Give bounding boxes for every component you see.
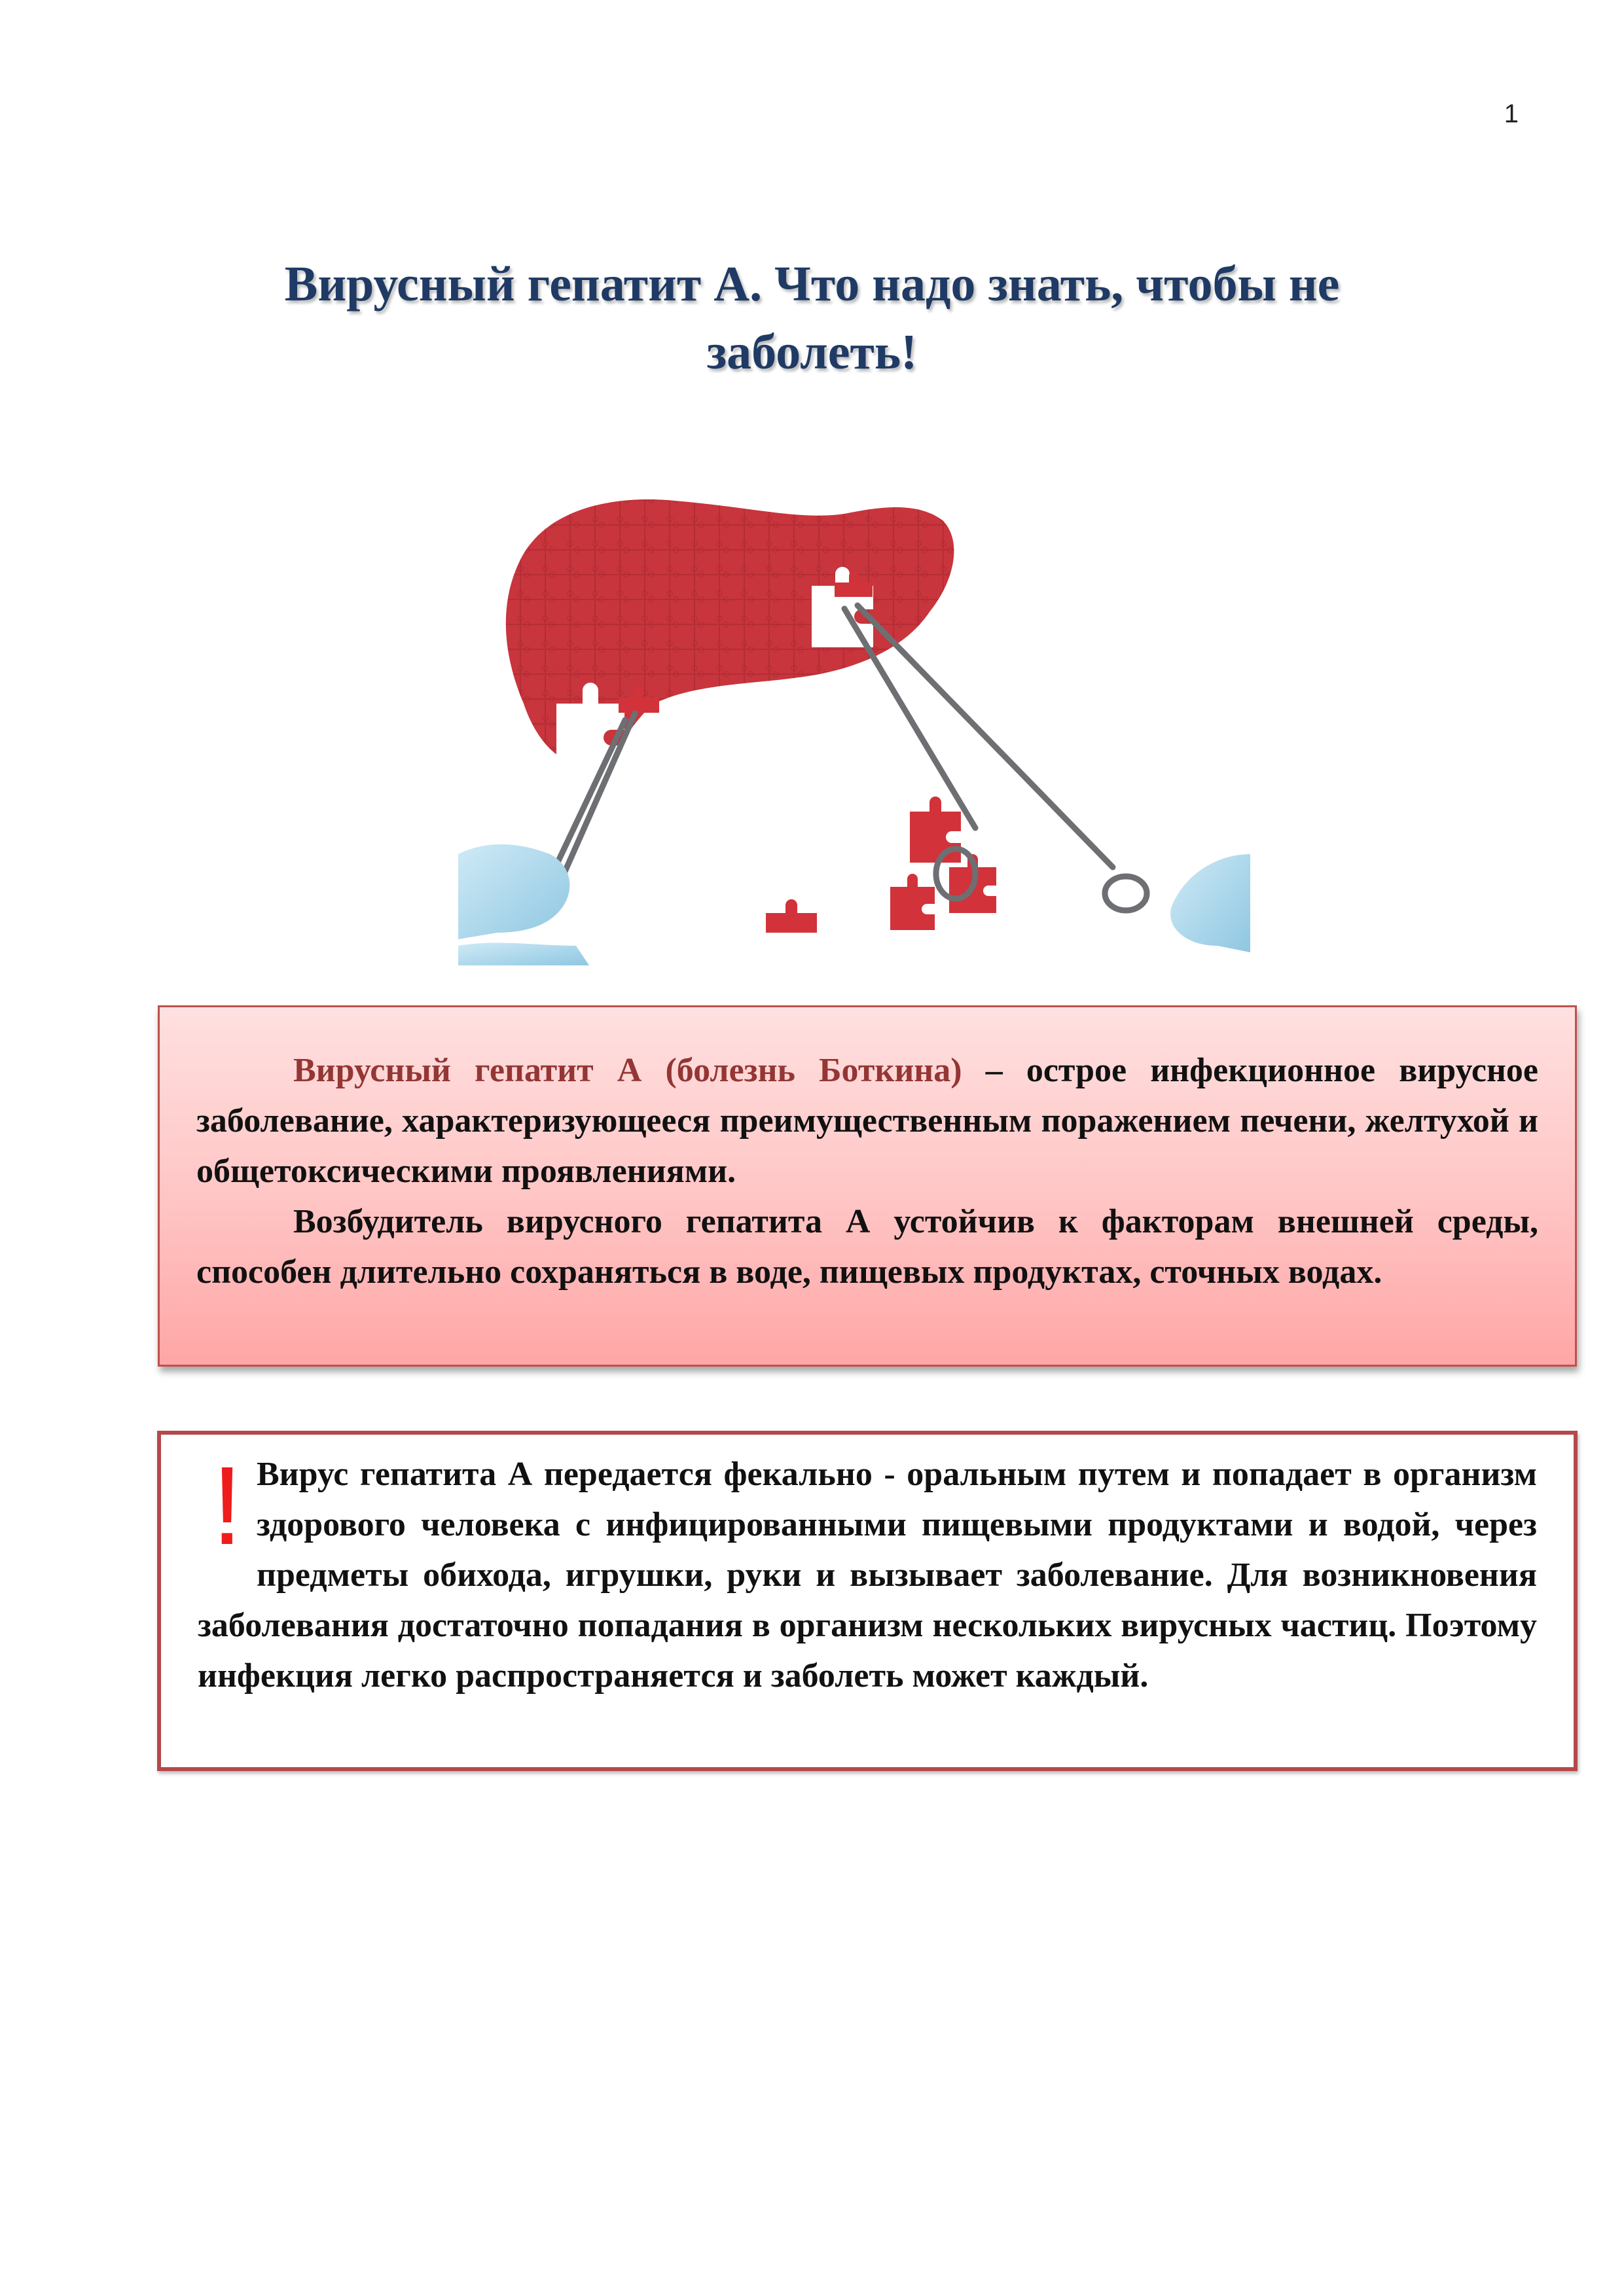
pathogen-paragraph: Возбудитель вирусного гепатита А устойчив к факторам внешней среды, способен длительно сохраняться в воде, пищевых продуктах, сточных водах. [196, 1203, 1538, 1291]
transmission-box [157, 1431, 1578, 1771]
right-glove [1170, 854, 1250, 952]
definition-paragraph [196, 1045, 1538, 1196]
definition-box [158, 1005, 1577, 1367]
liver-puzzle-graphic [458, 488, 1250, 965]
definition-text: – острое инфекционное вирусное заболевание, характеризующееся преимущественным поражением печени, желтухой и общетоксическими проявлениями. [196, 1052, 1539, 1190]
left-glove [458, 844, 569, 939]
transmission-paragraph: Вирус гепатита А передается фекально - оральным путем и попадает в организм здорового человека с инфицированными пищевыми продуктами и водой, через предметы обихода, игрушки, руки и вызывает заболевание. Для возникновения заболевания достаточно попадания в организм нескольких вирусных частиц. Поэтому инфекция легко распространяется и заболеть может каждый. [198, 1456, 1537, 1695]
exclamation-icon: ! [211, 1444, 243, 1568]
liver-puzzle-illustration [458, 488, 1250, 965]
definition-term: Вирусный гепатит А (болезнь Боткина) [293, 1052, 962, 1089]
page-title: Вирусный гепатит А. Что надо знать, чтобы не заболеть! [284, 257, 1340, 380]
page-number: 1 [1504, 99, 1519, 128]
